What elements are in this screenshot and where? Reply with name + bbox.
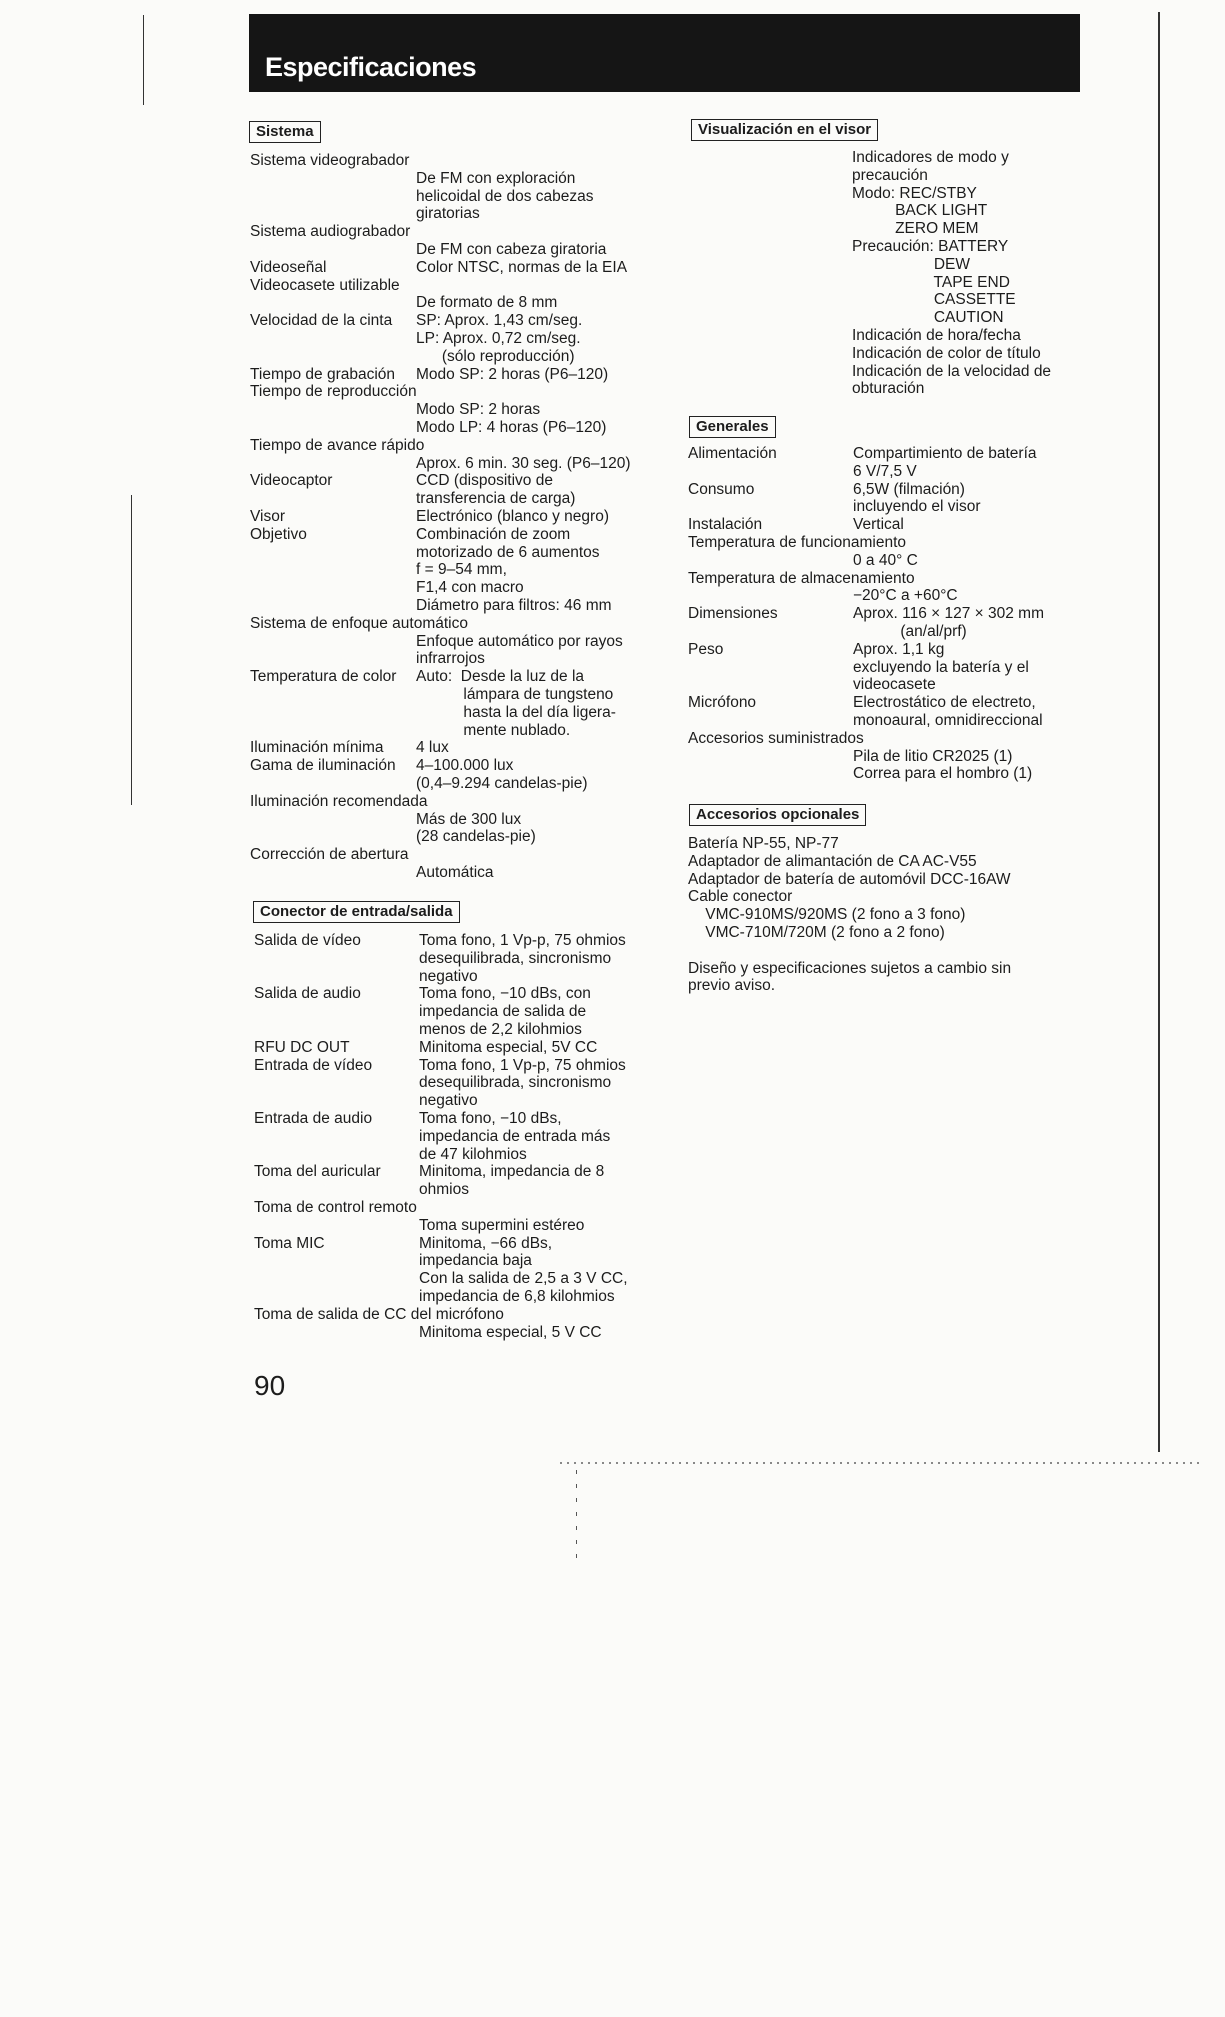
spec-value: De FM con exploración [416, 169, 576, 187]
spec-value: infrarrojos [416, 650, 485, 668]
spec-label: Consumo [688, 480, 755, 498]
spec-label: Entrada de vídeo [254, 1056, 373, 1074]
spec-value: Modo SP: 2 horas [416, 401, 541, 419]
spec-value: desequilibrada, sincronismo [419, 949, 612, 967]
spec-value: ohmios [419, 1181, 469, 1199]
spec-line: BACK LIGHT [852, 202, 988, 220]
spec-label: Toma de control remoto [254, 1199, 417, 1216]
spec-line: Adaptador de batería de automóvil DCC-16AW [688, 870, 1011, 888]
spec-value: Automática [416, 864, 494, 881]
spec-value: negativo [419, 1092, 478, 1110]
spec-line: Batería NP-55, NP-77 [688, 835, 839, 852]
spec-value: 0 a 40° C [853, 551, 918, 569]
spec-value: Correa para el hombro (1) [853, 765, 1033, 783]
spec-value: de 47 kilohmios [419, 1145, 527, 1163]
spec-label: Sistema videograbador [250, 152, 410, 169]
spec-value: lámpara de tungsteno [416, 686, 614, 703]
scan-edge-line [1158, 12, 1160, 1452]
spec-value: Toma fono, −10 dBs, con [419, 985, 591, 1003]
spec-line: Modo: REC/STBY [852, 184, 977, 202]
spec-label: Dimensiones [688, 605, 778, 623]
spec-value: Modo SP: 2 horas (P6–120) [416, 365, 609, 383]
spec-value: (28 candelas-pie) [416, 828, 536, 846]
spec-value: 4–100.000 lux [416, 757, 514, 775]
spec-value: incluyendo el visor [853, 498, 981, 516]
spec-value: Con la salida de 2,5 a 3 V CC, [419, 1270, 628, 1288]
spec-label: Tiempo de grabación [250, 365, 396, 383]
spec-value: Aprox. 6 min. 30 seg. (P6–120) [416, 454, 631, 472]
spec-label: Tiempo de reproducción [250, 383, 417, 401]
spec-label: Sistema de enfoque automático [250, 614, 468, 632]
spec-label: Micrófono [688, 694, 757, 712]
spec-value: menos de 2,2 kilohmios [419, 1021, 582, 1038]
spec-label: Peso [688, 640, 724, 658]
spec-value: Minitoma, impedancia de 8 [419, 1163, 605, 1181]
section-title-generales: Generales [689, 416, 776, 438]
section-title-visor: Visualización en el visor [691, 119, 878, 141]
spec-label: Videoseñal [250, 258, 327, 276]
page-header [249, 14, 1080, 92]
spec-label: Salida de vídeo [254, 932, 361, 949]
spec-value: De FM con cabeza giratoria [416, 241, 607, 258]
spec-label: Temperatura de funcionamiento [688, 534, 906, 551]
spec-value: Pila de litio CR2025 (1) [853, 747, 1013, 765]
spec-line: Indicadores de modo y [852, 149, 1009, 166]
spec-value: F1,4 con macro [416, 579, 524, 597]
spec-value: motorizado de 6 aumentos [416, 543, 600, 561]
spec-line: ZERO MEM [852, 220, 979, 238]
spec-value: 6 V/7,5 V [853, 462, 917, 480]
scan-edge-line [143, 15, 144, 105]
spec-label: RFU DC OUT [254, 1038, 350, 1056]
spec-label: Alimentación [688, 445, 777, 462]
spec-label: Iluminación recomendada [250, 792, 428, 810]
spec-value: desequilibrada, sincronismo [419, 1074, 612, 1092]
spec-value: mente nublado. [416, 721, 571, 739]
spec-label: Tiempo de avance rápido [250, 436, 425, 454]
spec-label: Toma MIC [254, 1234, 325, 1252]
spec-value: (0,4–9.294 candelas-pie) [416, 775, 588, 792]
spec-value: impedancia de 6,8 kilohmios [419, 1288, 615, 1305]
spec-value: helicoidal de dos cabezas [416, 187, 594, 205]
spec-label: Gama de iluminación [250, 757, 396, 775]
spec-label: Videocasete utilizable [250, 276, 400, 294]
spec-value: SP: Aprox. 1,43 cm/seg. [416, 312, 583, 330]
spec-line: Diseño y especificaciones sujetos a cambio sin [688, 959, 1012, 977]
spec-value: transferencia de carga) [416, 490, 576, 508]
spec-value: Modo LP: 4 horas (P6–120) [416, 419, 607, 436]
spec-line: Precaución: BATTERY [852, 238, 1009, 255]
spec-value: (an/al/prf) [853, 623, 967, 640]
spec-value: Minitoma especial, 5 V CC [419, 1323, 602, 1341]
spec-label: Toma de salida de CC del micrófono [254, 1305, 504, 1323]
spec-value: Electrónico (blanco y negro) [416, 508, 609, 525]
section-title-sistema: Sistema [249, 121, 321, 143]
spec-line: VMC-910MS/920MS (2 fono a 3 fono) [688, 906, 966, 924]
spec-line: Indicación de color de título [852, 344, 1041, 362]
spec-value: Minitoma especial, 5V CC [419, 1038, 598, 1056]
scan-edge-line [131, 495, 132, 805]
spec-label: Salida de audio [254, 985, 361, 1003]
section-title-conector: Conector de entrada/salida [253, 901, 460, 923]
spec-value: Más de 300 lux [416, 810, 522, 828]
spec-value: 6,5W (filmación) [853, 480, 965, 498]
spec-line: precaución [852, 166, 928, 184]
spec-value: Diámetro para filtros: 46 mm [416, 597, 612, 614]
spec-value: Toma fono, −10 dBs, [419, 1110, 562, 1127]
scan-edge-line [576, 1470, 577, 1560]
spec-value: negativo [419, 967, 478, 985]
spec-line: Indicación de hora/fecha [852, 327, 1021, 344]
spec-line: VMC-710M/720M (2 fono a 2 fono) [688, 924, 945, 941]
spec-value: 4 lux [416, 739, 449, 757]
spec-value: Compartimiento de batería [853, 445, 1037, 462]
spec-label: Sistema audiograbador [250, 223, 411, 241]
spec-value: giratorias [416, 205, 480, 223]
spec-value: hasta la del día ligera- [416, 703, 616, 721]
page-number: 90 [254, 1370, 286, 1401]
spec-value: Aprox. 116 × 127 × 302 mm [853, 605, 1044, 623]
spec-value: Toma fono, 1 Vp-p, 75 ohmios [419, 1056, 626, 1074]
spec-value: Electrostático de electreto, [853, 694, 1036, 712]
spec-line: DEW [852, 255, 970, 273]
spec-value: LP: Aprox. 0,72 cm/seg. [416, 330, 581, 347]
spec-label: Velocidad de la cinta [250, 312, 393, 330]
spec-line: Indicación de la velocidad de [852, 362, 1052, 380]
spec-label: Accesorios suministrados [688, 729, 864, 747]
spec-value: impedancia de salida de [419, 1003, 587, 1021]
spec-value: −20°C a +60°C [853, 587, 958, 605]
spec-line: TAPE END [852, 273, 1010, 291]
spec-label: Objetivo [250, 525, 307, 543]
spec-value: Color NTSC, normas de la EIA [416, 258, 628, 276]
spec-value: (sólo reproducción) [416, 347, 575, 365]
spec-value: Toma fono, 1 Vp-p, 75 ohmios [419, 932, 626, 949]
spec-value: f = 9–54 mm, [416, 561, 507, 579]
spec-line: Adaptador de alimantación de CA AC-V55 [688, 852, 977, 870]
spec-value: Toma supermini estéreo [419, 1216, 585, 1234]
spec-value: Minitoma, −66 dBs, [419, 1234, 553, 1252]
spec-value: Combinación de zoom [416, 525, 571, 543]
spec-line: Cable conector [688, 888, 793, 906]
spec-value: Aprox. 1,1 kg [853, 640, 945, 658]
spec-label: Videocaptor [250, 472, 333, 490]
spec-value: monoaural, omnidireccional [853, 712, 1043, 729]
spec-value: excluyendo la batería y el [853, 658, 1029, 676]
section-title-accesorios: Accesorios opcionales [689, 804, 866, 826]
spec-value: De formato de 8 mm [416, 294, 558, 312]
spec-value: videocasete [853, 676, 936, 694]
spec-value: Vertical [853, 516, 904, 534]
spec-label: Entrada de audio [254, 1110, 373, 1127]
scan-dots [560, 1462, 1200, 1464]
spec-label: Temperatura de almacenamiento [688, 569, 915, 587]
spec-value: impedancia de entrada más [419, 1127, 611, 1145]
spec-value: impedancia baja [419, 1252, 532, 1270]
spec-label: Corrección de abertura [250, 846, 409, 864]
spec-line: previo aviso. [688, 977, 776, 995]
spec-label: Instalación [688, 516, 763, 534]
spec-line: obturación [852, 380, 925, 398]
spec-value: CCD (dispositivo de [416, 472, 553, 490]
spec-label: Iluminación mínima [250, 739, 384, 757]
spec-label: Temperatura de color [250, 668, 397, 686]
spec-line: CASSETTE [852, 291, 1016, 309]
spec-value: Auto: Desde la luz de la [416, 668, 585, 686]
spec-value: Enfoque automático por rayos [416, 632, 623, 650]
spec-label: Toma del auricular [254, 1163, 381, 1181]
spec-label: Visor [250, 508, 286, 525]
spec-line: CAUTION [852, 309, 1004, 327]
page-title: Especificaciones [265, 52, 477, 82]
